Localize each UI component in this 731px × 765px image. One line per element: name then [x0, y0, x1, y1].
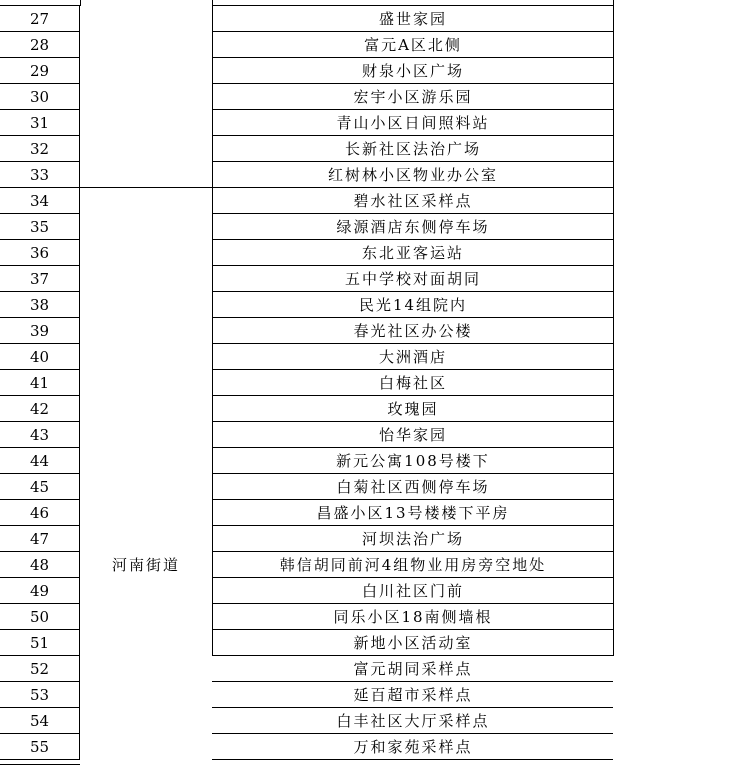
row-number-cell[interactable]: 41 — [0, 370, 80, 396]
row-number-cell[interactable]: 51 — [0, 630, 80, 656]
site-name-cell[interactable]: 河坝法治广场 — [212, 526, 614, 552]
site-name-cell[interactable]: 春光社区办公楼 — [212, 318, 614, 344]
site-name-cell[interactable]: 红树林小区物业办公室 — [212, 162, 614, 188]
site-name-cell[interactable]: 韩信胡同前河4组物业用房旁空地处 — [212, 552, 614, 578]
site-name-cell[interactable]: 延百超市采样点 — [212, 682, 614, 708]
site-name-cell[interactable]: 新元公寓108号楼下 — [212, 448, 614, 474]
row-number-cell[interactable]: 54 — [0, 708, 80, 734]
row-number-cell[interactable]: 35 — [0, 214, 80, 240]
site-name-cell[interactable]: 白川社区门前 — [212, 578, 614, 604]
row-number-cell[interactable]: 49 — [0, 578, 80, 604]
site-name-cell[interactable]: 玫瑰园 — [212, 396, 614, 422]
site-name-cell[interactable]: 新地小区活动室 — [212, 630, 614, 656]
site-name-cell[interactable]: 碧水社区采样点 — [212, 188, 614, 214]
row-number-cell[interactable]: 27 — [0, 6, 80, 32]
site-name-cell[interactable]: 白丰社区大厅采样点 — [212, 708, 614, 734]
row-number-cell[interactable]: 46 — [0, 500, 80, 526]
site-name-cell[interactable]: 富元A区北侧 — [212, 32, 614, 58]
site-name-cell[interactable]: 同乐小区18南侧墙根 — [212, 604, 614, 630]
row-number-cell[interactable]: 29 — [0, 58, 80, 84]
site-name-cell[interactable]: 盛世家园 — [212, 6, 614, 32]
top-partial-vline — [80, 0, 81, 6]
site-name-cell[interactable]: 昌盛小区13号楼楼下平房 — [212, 500, 614, 526]
row-number-cell[interactable]: 55 — [0, 734, 80, 760]
site-name-cell[interactable]: 五中学校对面胡同 — [212, 266, 614, 292]
row-number-cell[interactable]: 40 — [0, 344, 80, 370]
site-name-cell[interactable]: 白梅社区 — [212, 370, 614, 396]
row-number-cell[interactable]: 48 — [0, 552, 80, 578]
row-number-cell[interactable]: 32 — [0, 136, 80, 162]
site-name-cell[interactable]: 白菊社区西侧停车场 — [212, 474, 614, 500]
site-name-cell[interactable]: 富元胡同采样点 — [212, 656, 614, 682]
row-number-cell[interactable]: 53 — [0, 682, 80, 708]
row-number-cell[interactable]: 28 — [0, 32, 80, 58]
site-name-cell[interactable]: 大洲酒店 — [212, 344, 614, 370]
row-number-cell[interactable]: 52 — [0, 656, 80, 682]
row-number-cell[interactable]: 39 — [0, 318, 80, 344]
row-number-cell[interactable]: 42 — [0, 396, 80, 422]
row-number-cell[interactable]: 38 — [0, 292, 80, 318]
site-name-cell[interactable]: 青山小区日间照料站 — [212, 110, 614, 136]
site-name-cell[interactable]: 财泉小区广场 — [212, 58, 614, 84]
row-number-cell[interactable]: 37 — [0, 266, 80, 292]
site-name-cell[interactable]: 长新社区法治广场 — [212, 136, 614, 162]
site-name-cell[interactable]: 绿源酒店东侧停车场 — [212, 214, 614, 240]
row-number-cell[interactable]: 47 — [0, 526, 80, 552]
row-number-cell[interactable]: 34 — [0, 188, 80, 214]
row-number-cell[interactable]: 50 — [0, 604, 80, 630]
site-name-cell[interactable]: 东北亚客运站 — [212, 240, 614, 266]
row-number-cell[interactable]: 45 — [0, 474, 80, 500]
site-name-cell[interactable]: 怡华家园 — [212, 422, 614, 448]
site-name-cell[interactable]: 民光14组院内 — [212, 292, 614, 318]
site-name-cell[interactable]: 宏宇小区游乐园 — [212, 84, 614, 110]
row-number-cell[interactable]: 36 — [0, 240, 80, 266]
row-number-cell[interactable]: 44 — [0, 448, 80, 474]
row-number-cell[interactable]: 33 — [0, 162, 80, 188]
row-number-cell[interactable]: 31 — [0, 110, 80, 136]
row-number-cell[interactable]: 30 — [0, 84, 80, 110]
district-merged-cell[interactable]: 河南街道 — [111, 556, 180, 574]
site-name-cell[interactable]: 万和家苑采样点 — [212, 734, 614, 760]
row-number-cell[interactable]: 43 — [0, 422, 80, 448]
right-edge-vline — [613, 656, 614, 765]
